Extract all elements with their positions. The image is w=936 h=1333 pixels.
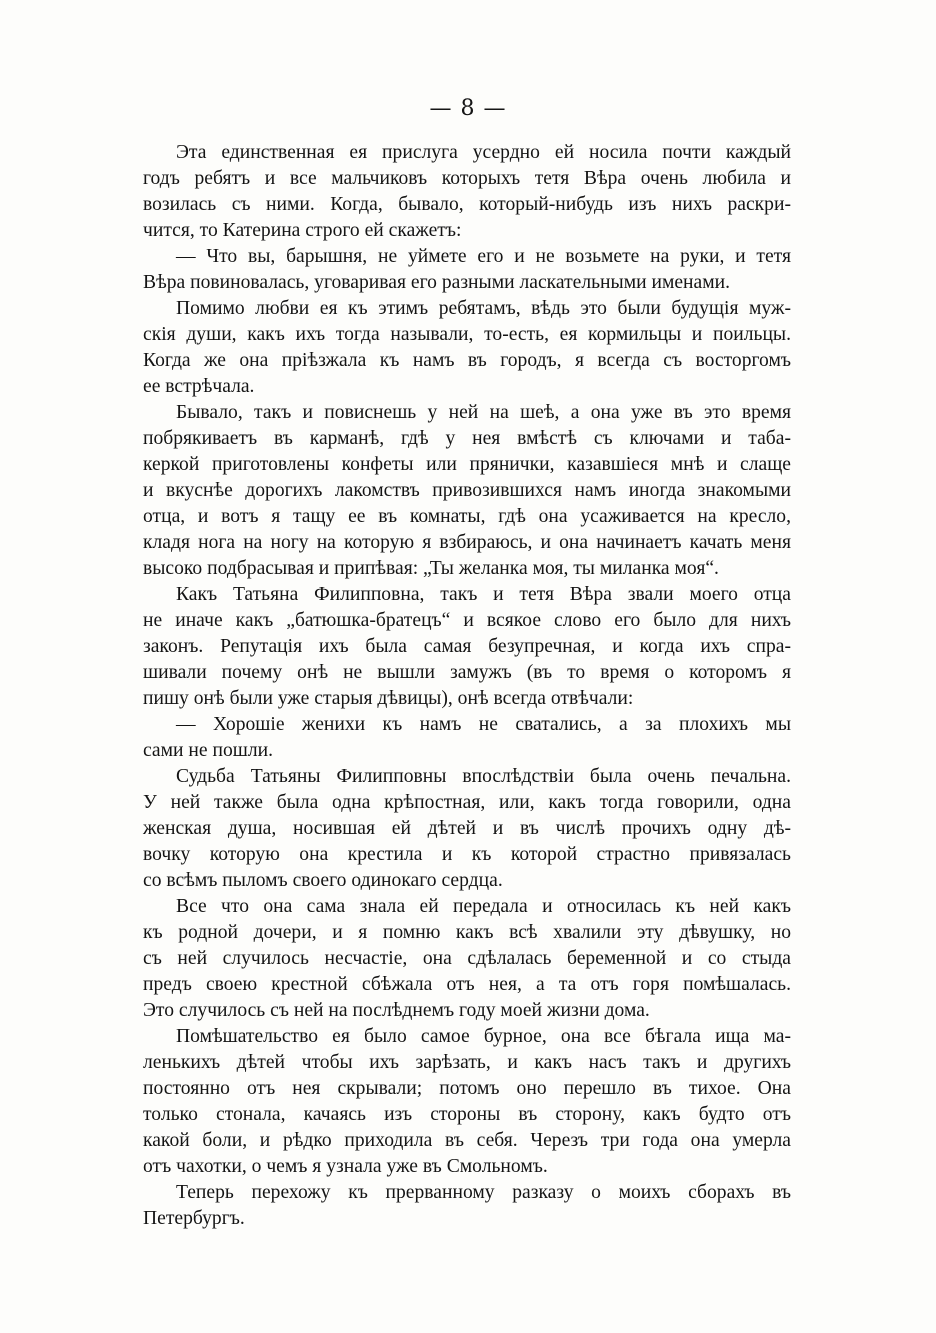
text-line: скія души, какъ ихъ тогда называли, то-есть, ея кормильцы и поильцы. xyxy=(143,324,791,345)
text-line: только стонала, качаясь изъ стороны въ сторону, какъ будто отъ xyxy=(143,1104,791,1125)
text-line: отъ чахотки, о чемъ я узнала уже въ Смольномъ. xyxy=(143,1156,548,1177)
text-line: не иначе какъ „батюшка-братецъ“ и всякое слово его было для нихъ xyxy=(143,610,791,631)
text-line: чится, то Катерина строго ей скажетъ: xyxy=(143,220,462,241)
text-line: Судьба Татьяны Филипповны впослѣдствіи была очень печальна. xyxy=(176,766,791,787)
text-line: Теперь перехожу къ прерванному разказу о моихъ сборахъ въ xyxy=(176,1182,791,1203)
text-line: высоко подбрасывая и припѣвая: „Ты желанка моя, ты миланка моя“. xyxy=(143,558,719,579)
paragraph xyxy=(143,140,791,244)
paragraph xyxy=(143,400,791,582)
text-line: Все что она сама знала ей передала и относилась къ ней какъ xyxy=(176,896,791,917)
paragraph xyxy=(143,296,791,400)
text-line: Какъ Татьяна Филипповна, такъ и тетя Вѣра звали моего отца xyxy=(176,584,791,605)
text-line: — Что вы, барышня, не уйметe его и не возьмете на руки, и тетя xyxy=(176,246,791,267)
paragraph xyxy=(143,1024,791,1180)
text-line: женская душа, носившая ей дѣтей и въ числѣ прочихъ одну дѣ- xyxy=(143,818,791,839)
text-line: постоянно отъ нея скрывали; потомъ оно перешло въ тихое. Она xyxy=(143,1078,791,1099)
text-line: кладя ногa на ногу на которую я взбираюсь, и она начинаетъ качать меня xyxy=(143,532,791,553)
text-line: вочку которую она крестила и къ которой страстно привязалась xyxy=(143,844,791,865)
text-line: Вѣра повиновалась, уговаривая его разными ласкательными именами. xyxy=(143,272,731,293)
text-line: къ родной дочери, и я помню какъ всѣ хвалили эту дѣвушку, но xyxy=(143,922,791,943)
text-line: съ ней случилось несчастіе, она сдѣлалась беременной и со стыда xyxy=(143,948,791,969)
text-line: годъ ребятъ и все мальчиковъ которыхъ тетя Вѣра очень любила и xyxy=(143,168,791,189)
page-number: — 8 — xyxy=(429,96,507,121)
text-line: побрякиваетъ въ карманѣ, гдѣ у нея вмѣстѣ съ ключами и таба- xyxy=(143,428,791,449)
text-line: ее встрѣчала. xyxy=(143,376,255,397)
text-line: Бывало, такъ и повиснешь у ней на шеѣ, а она уже въ это время xyxy=(176,402,791,423)
paragraph xyxy=(143,244,791,296)
text-line: ленькихъ дѣтей чтобы ихъ зарѣзать, и какъ насъ такъ и другихъ xyxy=(143,1052,791,1073)
text-line: керкой приготовлены конфеты или прянички, казавшіеся мнѣ и слаще xyxy=(143,454,791,475)
paragraph xyxy=(143,894,791,1024)
text-line: предъ своею крестной сбѣжала отъ нея, а та отъ горя помѣшалась. xyxy=(143,974,791,995)
text-line: Помимо любви ея къ этимъ ребятамъ, вѣдь это были будущія муж- xyxy=(176,298,791,319)
text-line: У ней также была одна крѣпостная, или, какъ тогда говорили, одна xyxy=(143,792,791,813)
paragraph xyxy=(143,712,791,764)
text-line: сами не пошли. xyxy=(143,740,274,761)
text-line: шивали почему онѣ не вышли замужъ (въ то время о которомъ я xyxy=(143,662,791,683)
text-line: Это случилось съ ней на послѣднемъ году моей жизни дома. xyxy=(143,1000,650,1021)
text-line: со всѣмъ пыломъ своего одинокаго сердца. xyxy=(143,870,503,891)
text-line: отца, и вотъ я тащу ее въ комнаты, гдѣ она усаживается на кресло, xyxy=(143,506,791,527)
text-line: возилась съ ними. Когда, бывало, который-нибудь изъ нихъ раскри- xyxy=(143,194,791,215)
text-line: Когда же она пріѣзжала къ намъ въ городъ, я всегда съ восторгомъ xyxy=(143,350,791,371)
paragraph xyxy=(143,764,791,894)
paragraph xyxy=(143,1180,791,1232)
text-line: и вкуснѣе дорогихъ лакомствъ привозившихся намъ иногда знакомыми xyxy=(143,480,791,501)
body-text xyxy=(143,140,791,1232)
text-line: — Хорошіе женихи къ намъ не сватались, а за плохихъ мы xyxy=(176,714,791,735)
text-line: законъ. Репутація ихъ была самая безупречная, и когда ихъ спра- xyxy=(143,636,791,657)
text-line: Петербургъ. xyxy=(143,1208,245,1229)
text-line: Помѣшательство ея было самое бурное, она все бѣгала ища ма- xyxy=(176,1026,791,1047)
text-line: пишу онѣ были уже старыя дѣвицы), онѣ всегда отвѣчали: xyxy=(143,688,634,709)
text-line: какой боли, и рѣдко приходила въ себя. Черезъ три года она умерла xyxy=(143,1130,791,1151)
paragraph xyxy=(143,582,791,712)
text-line: Эта единственная ея прислуга усердно ей носила почти каждый xyxy=(176,142,791,163)
